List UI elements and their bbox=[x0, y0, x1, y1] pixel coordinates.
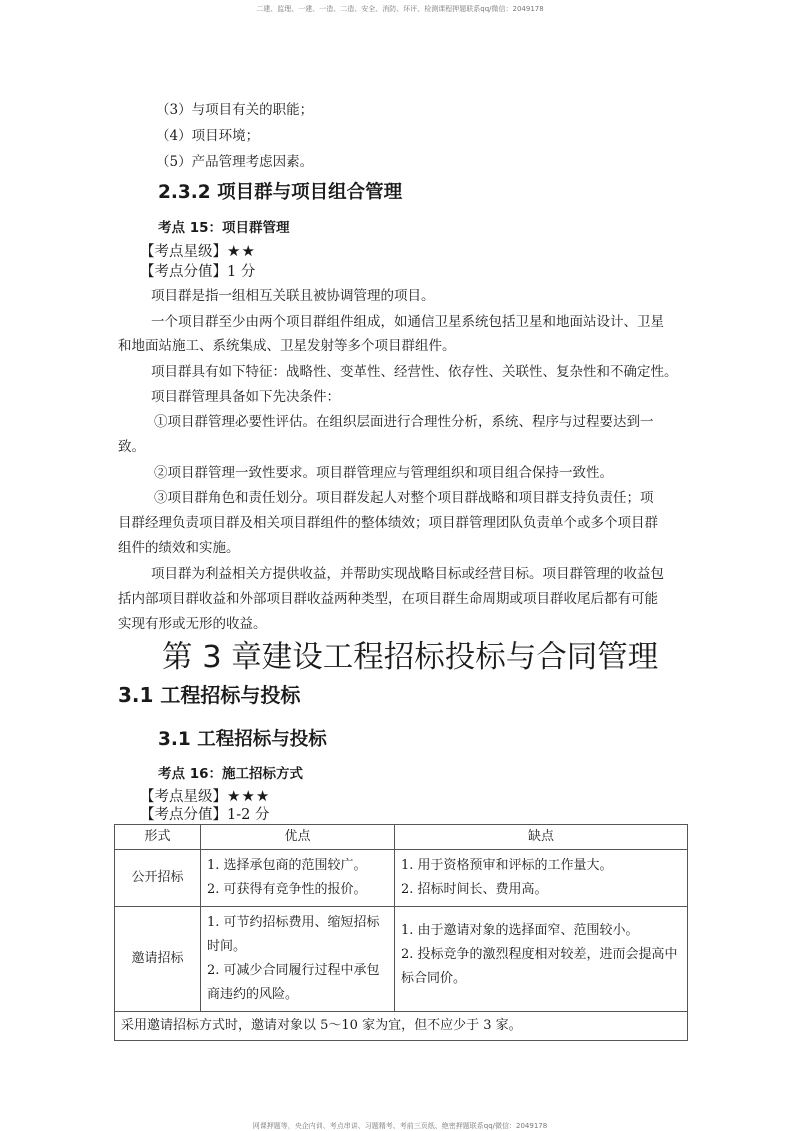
paragraph: 项目群具有如下特征：战略性、变革性、经营性、依存性、关联性、复杂性和不确定性。 bbox=[151, 364, 678, 380]
table-cell-form: 邀请招标 bbox=[115, 907, 201, 1012]
pros-item: 1. 可节约招标费用、缩短招标时间。 bbox=[207, 915, 380, 954]
paragraph: 项目群是指一组相互关联且被协调管理的项目。 bbox=[151, 288, 435, 304]
table-cell-cons bbox=[395, 850, 688, 907]
paragraph-line: 括内部项目群收益和外部项目群收益两种类型，在项目群生命周期或项目群收尾后都有可能 bbox=[118, 591, 658, 607]
condition-1-line: ①项目群管理必要性评估。在组织层面进行合理性分析，系统、程序与过程要达到一 bbox=[154, 414, 654, 430]
paragraph-line: 和地面站施工、系统集成、卫星发射等多个项目群组件。 bbox=[118, 338, 456, 354]
list-item: （5）产品管理考虑因素。 bbox=[156, 154, 314, 170]
cons-item: 1. 用于资格预审和评标的工作量大。 bbox=[401, 858, 613, 873]
condition-1-line: 致。 bbox=[118, 439, 145, 455]
pros-item: 2. 可减少合同履行过程中承包商违约的风险。 bbox=[207, 963, 380, 1002]
condition-3-line: 组件的绩效和实施。 bbox=[118, 540, 240, 556]
column-header: 优点 bbox=[201, 825, 395, 850]
table-row bbox=[115, 907, 688, 1012]
star-level-label: 【考点星级】 bbox=[140, 789, 227, 805]
footer-watermark: 网课押题等，央企内训、考点串讲、习题精考、考前三页纸、绝密押题联系qq/微信：2049178 bbox=[252, 1122, 548, 1130]
chapter-title: 第 3 章建设工程招标投标与合同管理 bbox=[162, 640, 659, 675]
kaodian-15-score: 【考点分值】1 分 bbox=[140, 264, 256, 280]
header-watermark: 二建、监理、一建、一造、二造、安全、消防、环评、检测课程押题联系qq/微信：2049178 bbox=[256, 5, 544, 13]
paragraph: 项目群管理具备如下先决条件： bbox=[151, 389, 340, 405]
cons-item: 2. 招标时间长、费用高。 bbox=[401, 882, 548, 897]
column-header: 形式 bbox=[115, 825, 201, 850]
kaodian-16-score: 【考点分值】1-2 分 bbox=[140, 807, 270, 823]
condition-3-line: ③项目群角色和责任划分。项目群发起人对整个项目群战略和项目群支持负责任；项 bbox=[154, 490, 654, 506]
table-header-row bbox=[115, 825, 688, 850]
kaodian-15-title: 考点 15：项目群管理 bbox=[158, 220, 290, 236]
bidding-methods-table bbox=[114, 824, 688, 1041]
list-item: （4）项目环境； bbox=[156, 128, 260, 144]
section-heading-3-1: 3.1 工程招标与投标 bbox=[118, 683, 301, 707]
cons-item: 1. 由于邀请对象的选择面窄、范围较小。 bbox=[401, 923, 639, 938]
star-level-label: 【考点星级】 bbox=[140, 244, 227, 260]
paragraph-line: 项目群为利益相关方提供收益，并帮助实现战略目标或经营目标。项目群管理的收益包 bbox=[151, 566, 664, 582]
condition-3-line: 目群经理负责项目群及相关项目群组件的整体绩效；项目群管理团队负责单个或多个项目群 bbox=[118, 515, 658, 531]
kaodian-15-stars-line bbox=[140, 242, 256, 261]
paragraph-line: 实现有形或无形的收益。 bbox=[118, 616, 267, 632]
star-rating: ★★ bbox=[227, 242, 256, 260]
list-item: （3）与项目有关的职能； bbox=[156, 102, 314, 118]
pros-item: 2. 可获得有竞争性的报价。 bbox=[207, 882, 367, 897]
kaodian-16-title: 考点 16：施工招标方式 bbox=[158, 766, 303, 782]
kaodian-16-stars-line bbox=[140, 787, 270, 806]
subsection-heading-3-1: 3.1 工程招标与投标 bbox=[158, 729, 327, 750]
table-cell-pros bbox=[201, 907, 395, 1012]
table-row bbox=[115, 850, 688, 907]
condition-2: ②项目群管理一致性要求。项目群管理应与管理组织和项目组合保持一致性。 bbox=[154, 465, 613, 481]
table-cell-pros bbox=[201, 850, 395, 907]
star-rating: ★★★ bbox=[227, 787, 271, 805]
pros-item: 1. 选择承包商的范围较广。 bbox=[207, 858, 367, 873]
table-cell-cons bbox=[395, 907, 688, 1012]
cons-item: 2. 投标竞争的激烈程度相对较差，进而会提高中标合同价。 bbox=[401, 947, 678, 986]
paragraph-line: 一个项目群至少由两个项目群组件组成，如通信卫星系统包括卫星和地面站设计、卫星 bbox=[151, 314, 664, 330]
column-header: 缺点 bbox=[395, 825, 688, 850]
section-heading-2-3-2: 2.3.2 项目群与项目组合管理 bbox=[158, 182, 403, 203]
table-cell-form: 公开招标 bbox=[115, 850, 201, 907]
table-note-row bbox=[115, 1012, 688, 1041]
table-note: 采用邀请招标方式时，邀请对象以 5～10 家为宜，但不应少于 3 家。 bbox=[115, 1012, 688, 1041]
